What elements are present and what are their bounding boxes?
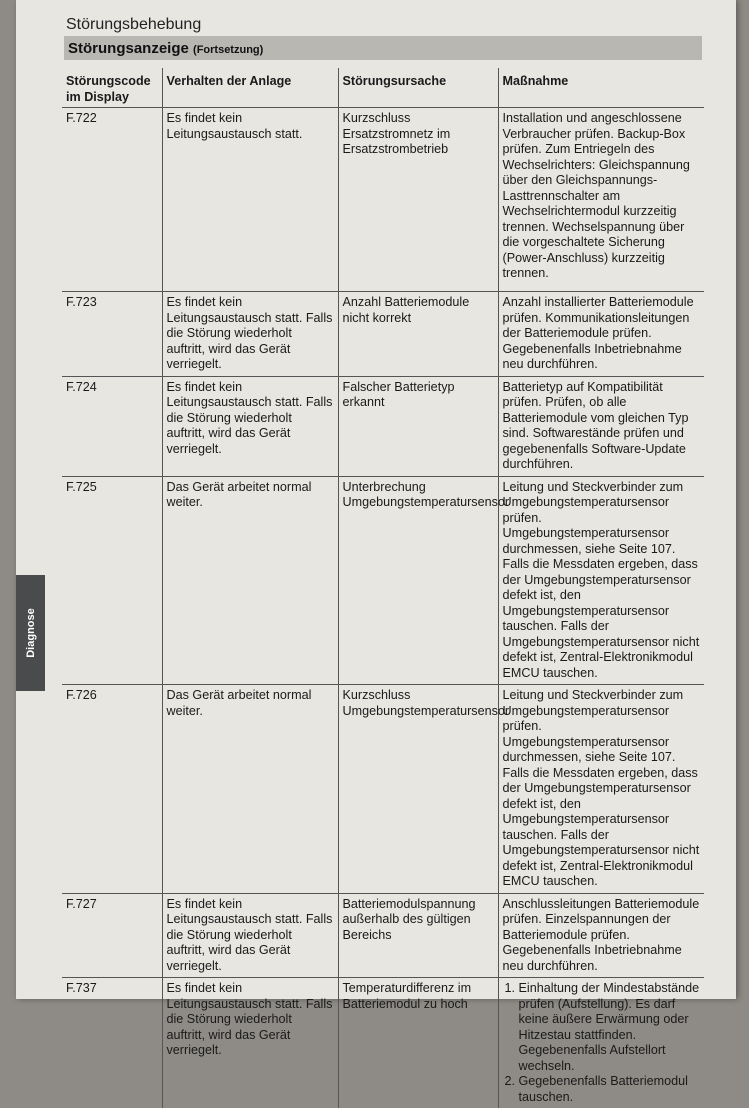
side-tab bbox=[16, 575, 45, 691]
cell-code: F.726 bbox=[62, 685, 162, 894]
cell-behavior: Es findet kein Leitungsaustausch statt. Falls die Störung wiederholt auftritt, wird das Gerät verriegelt. bbox=[162, 978, 338, 1108]
action-list bbox=[503, 981, 701, 1105]
cell-cause: Batteriemodulspannung außerhalb des gültigen Bereichs bbox=[338, 893, 498, 978]
table-row bbox=[62, 978, 704, 1108]
section-title: Störungsbehebung bbox=[66, 16, 201, 34]
table-row bbox=[62, 108, 704, 292]
cell-action: Installation und angeschlossene Verbraucher prüfen. Backup-Box prüfen. Zum Entriegeln des Wechselrichters: Gleichspannung über den Gleichspannungs-Lasttrennschalter am Wechselrichtermodul kurzzeitig trennen. Wechselspannung über die vorgeschaltete Sicherung (Power-Anschluss) kurzzeitig trennen. bbox=[498, 108, 704, 292]
cell-behavior: Es findet kein Leitungsaustausch statt. Falls die Störung wiederholt auftritt, wird das Gerät verriegelt. bbox=[162, 292, 338, 377]
cell-action: Leitung und Steckverbinder zum Umgebungstemperatursensor prüfen. Umgebungstemperatursensor durchmessen, siehe Seite 107. Falls die Messdaten ergeben, dass der Umgebungstemperatursensor defekt ist, den Umgebungstemperatursensor tauschen. Falls der Umgebungstemperatursensor nicht defekt ist, Zentral-Elektronikmodul EMCU tauschen. bbox=[498, 476, 704, 685]
cell-cause: Anzahl Batteriemodule nicht korrekt bbox=[338, 292, 498, 377]
cell-code: F.727 bbox=[62, 893, 162, 978]
cell-behavior: Es findet kein Leitungsaustausch statt. Falls die Störung wiederholt auftritt, wird das Gerät verriegelt. bbox=[162, 893, 338, 978]
manual-page bbox=[16, 0, 736, 999]
action-list-item: 2. Gegebenenfalls Batteriemodul tauschen. bbox=[519, 1074, 701, 1105]
cell-code: F.737 bbox=[62, 978, 162, 1108]
cell-behavior: Es findet kein Leitungsaustausch statt. bbox=[162, 108, 338, 292]
cell-action: Batterietyp auf Kompatibilität prüfen. Prüfen, ob alle Batteriemodule vom gleichen Typ sind. Softwarestände prüfen und gegebenenfalls Software-Update durchführen. bbox=[498, 376, 704, 476]
cell-code: F.723 bbox=[62, 292, 162, 377]
side-tab-label: Diagnose bbox=[25, 608, 37, 658]
cell-action: Anzahl installierter Batteriemodule prüfen. Kommunikationsleitungen der Batteriemodule prüfen. Gegebenenfalls Inbetriebnahme neu durchführen. bbox=[498, 292, 704, 377]
table-row bbox=[62, 476, 704, 685]
cell-action: Anschlussleitungen Batteriemodule prüfen. Einzelspannungen der Batteriemodule prüfen. Gegebenenfalls Inbetriebnahme neu durchführen. bbox=[498, 893, 704, 978]
header-code: Störungscode im Display bbox=[62, 68, 162, 108]
table-header-row bbox=[62, 68, 704, 108]
cell-code: F.722 bbox=[62, 108, 162, 292]
subheader-title-text: Störungsanzeige bbox=[68, 40, 189, 57]
cell-code: F.725 bbox=[62, 476, 162, 685]
cell-cause: Falscher Batterietyp erkannt bbox=[338, 376, 498, 476]
error-code-table bbox=[62, 68, 704, 1108]
cell-behavior: Das Gerät arbeitet normal weiter. bbox=[162, 685, 338, 894]
table-row bbox=[62, 292, 704, 377]
cell-cause: Kurzschluss Ersatzstromnetz im Ersatzstrombetrieb bbox=[338, 108, 498, 292]
header-action: Maßnahme bbox=[498, 68, 704, 108]
subheader-title bbox=[68, 40, 263, 57]
table-row bbox=[62, 376, 704, 476]
cell-behavior: Es findet kein Leitungsaustausch statt. Falls die Störung wiederholt auftritt, wird das Gerät verriegelt. bbox=[162, 376, 338, 476]
header-cause: Störungsursache bbox=[338, 68, 498, 108]
cell-cause: Kurzschluss Umgebungstemperatursensor bbox=[338, 685, 498, 894]
table-row bbox=[62, 893, 704, 978]
cell-cause: Temperaturdifferenz im Batteriemodul zu hoch bbox=[338, 978, 498, 1108]
subheader-note: (Fortsetzung) bbox=[193, 44, 263, 56]
cell-cause: Unterbrechung Umgebungstemperatursensor bbox=[338, 476, 498, 685]
subheader-bar bbox=[64, 36, 702, 60]
table-row bbox=[62, 685, 704, 894]
cell-behavior: Das Gerät arbeitet normal weiter. bbox=[162, 476, 338, 685]
cell-action bbox=[498, 978, 704, 1108]
header-behavior: Verhalten der Anlage bbox=[162, 68, 338, 108]
cell-code: F.724 bbox=[62, 376, 162, 476]
cell-action: Leitung und Steckverbinder zum Umgebungstemperatursensor prüfen. Umgebungstemperatursensor durchmessen, siehe Seite 107. Falls die Messdaten ergeben, dass der Umgebungstemperatursensor defekt ist, den Umgebungstemperatursensor tauschen. Falls der Umgebungstemperatursensor nicht defekt ist, Zentral-Elektronikmodul EMCU tauschen. bbox=[498, 685, 704, 894]
action-list-item: 1. Einhaltung der Mindestabstände prüfen (Aufstellung). Es darf keine äußere Erwärmung oder Hitzestau stattfinden. Gegebenenfalls Aufstellort wechseln. bbox=[519, 981, 701, 1074]
